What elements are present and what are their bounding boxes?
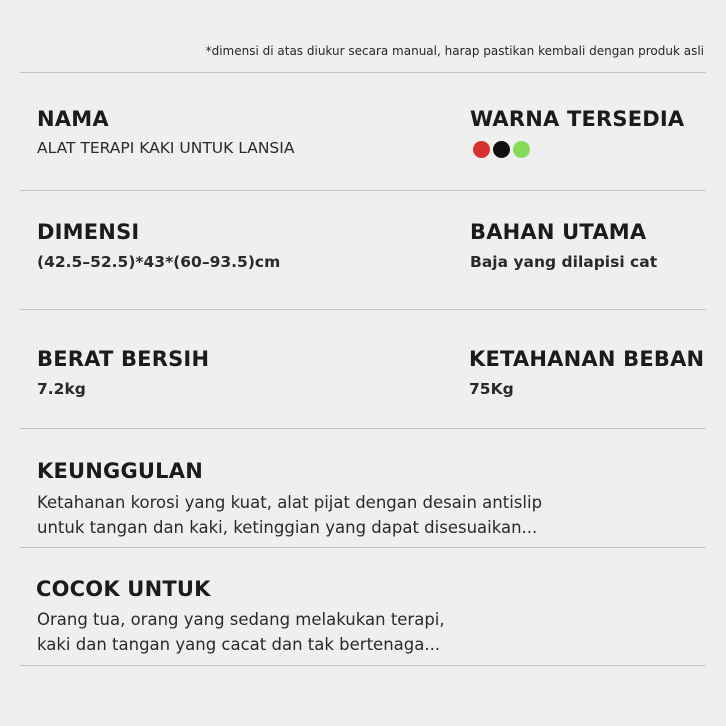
keunggulan-text <box>37 490 542 540</box>
nama-label: NAMA <box>37 107 109 131</box>
divider <box>20 309 706 310</box>
divider <box>20 547 706 548</box>
ketahanan-label: KETAHANAN BEBAN <box>469 347 705 371</box>
bahan-value: Baja yang dilapisi cat <box>470 253 658 271</box>
color-swatch-red <box>473 141 490 158</box>
cocok-line-1: Orang tua, orang yang sedang melakukan terapi, <box>37 610 445 629</box>
cocok-line-2: kaki dan tangan yang cacat dan tak bertenaga... <box>37 635 441 654</box>
divider <box>20 428 706 429</box>
divider <box>20 665 706 666</box>
cocok-text <box>37 607 445 657</box>
nama-value: ALAT TERAPI KAKI UNTUK LANSIA <box>37 139 295 157</box>
berat-label: BERAT BERSIH <box>37 347 210 371</box>
divider <box>20 72 706 73</box>
divider <box>20 190 706 191</box>
measurement-note: *dimensi di atas diukur secara manual, harap pastikan kembali dengan produk asli <box>205 44 704 58</box>
ketahanan-value: 75Kg <box>469 380 514 398</box>
warna-label: WARNA TERSEDIA <box>470 107 685 131</box>
keunggulan-label: KEUNGGULAN <box>37 459 203 483</box>
dimensi-label: DIMENSI <box>37 220 140 244</box>
berat-value: 7.2kg <box>37 380 86 398</box>
color-swatch-green <box>513 141 530 158</box>
keunggulan-line-1: Ketahanan korosi yang kuat, alat pijat dengan desain antislip <box>37 493 543 512</box>
cocok-label: COCOK UNTUK <box>36 577 211 601</box>
color-swatches <box>473 141 530 158</box>
color-swatch-black <box>493 141 510 158</box>
bahan-label: BAHAN UTAMA <box>470 220 647 244</box>
dimensi-value: (42.5–52.5)*43*(60–93.5)cm <box>37 253 281 271</box>
keunggulan-line-2: untuk tangan dan kaki, ketinggian yang dapat disesuaikan... <box>37 518 538 537</box>
